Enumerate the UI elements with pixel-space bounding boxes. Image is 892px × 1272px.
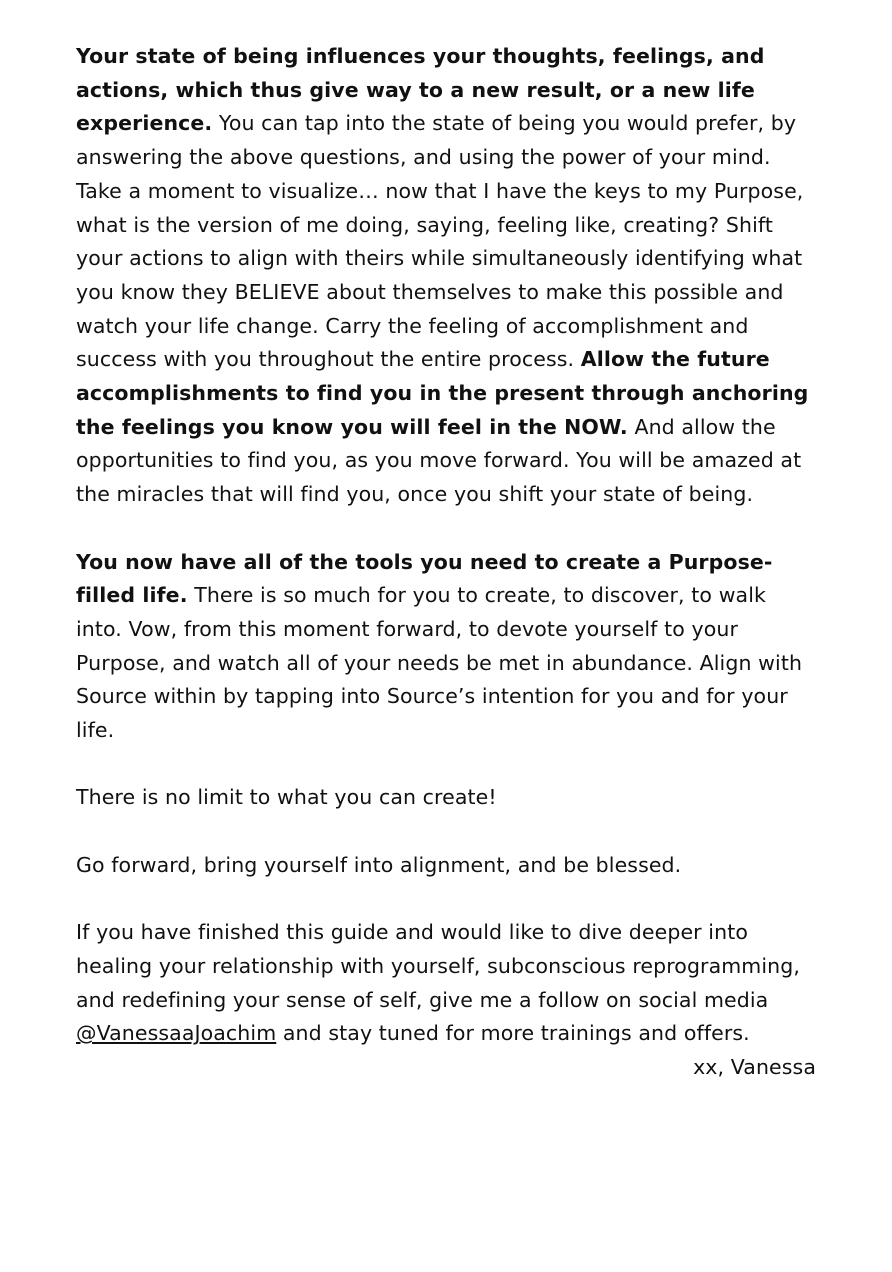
paragraph-tools	[76, 546, 816, 748]
document-page	[76, 40, 816, 1085]
paragraph-follow	[76, 916, 816, 1051]
bold-intro-state-of-being: Your state of being influences your thoughts, feelings, and actions, which thus give way to a new result, or a new life experience.	[76, 44, 765, 136]
paragraph-no-limit: There is no limit to what you can create!	[76, 785, 497, 810]
body-text-visualize: You can tap into the state of being you would prefer, by answering the above questions, and using the power of your mind. Take a moment to visualize… now that I have the keys to my Purpose, what is the version of me doing, saying, feeling like, creating? Shift your actions to align with theirs while simultaneously identifying what you know they BELIEVE about themselves to make this possible and watch your life change. Carry the feeling of accomplishment and success with you throughout the entire process.	[76, 111, 804, 372]
bold-intro-tools: You now have all of the tools you need to create a Purpose-filled life.	[76, 549, 773, 608]
body-text-purpose: There is so much for you to create, to discover, to walk into. Vow, from this moment forward, to devote yourself to your Purpose, and watch all of your needs be met in abundance. Align with Source within by tapping into Source’s intention for you and for your life.	[76, 583, 803, 743]
paragraph-state-of-being	[76, 40, 816, 512]
body-text-opportunities: And allow the opportunities to find you, as you move forward. You will be amazed at the miracles that will find you, once you shift your state of being.	[76, 414, 802, 507]
social-handle-link[interactable]: @VanessaaJoachim	[76, 1021, 277, 1046]
body-text-stay-tuned: and stay tuned for more trainings and offers.	[276, 1021, 750, 1046]
signoff: xx, Vanessa	[693, 1055, 816, 1080]
bold-allow-future: Allow the future accomplishments to find you in the present through anchoring the feelings you know you will feel in the NOW.	[76, 347, 809, 439]
paragraph-go-forward: Go forward, bring yourself into alignment, and be blessed.	[76, 852, 682, 877]
body-text-follow: If you have finished this guide and would like to dive deeper into healing your relationship with yourself, subconscious reprogramming, and redefining your sense of self, give me a follow on social media	[76, 920, 800, 1012]
